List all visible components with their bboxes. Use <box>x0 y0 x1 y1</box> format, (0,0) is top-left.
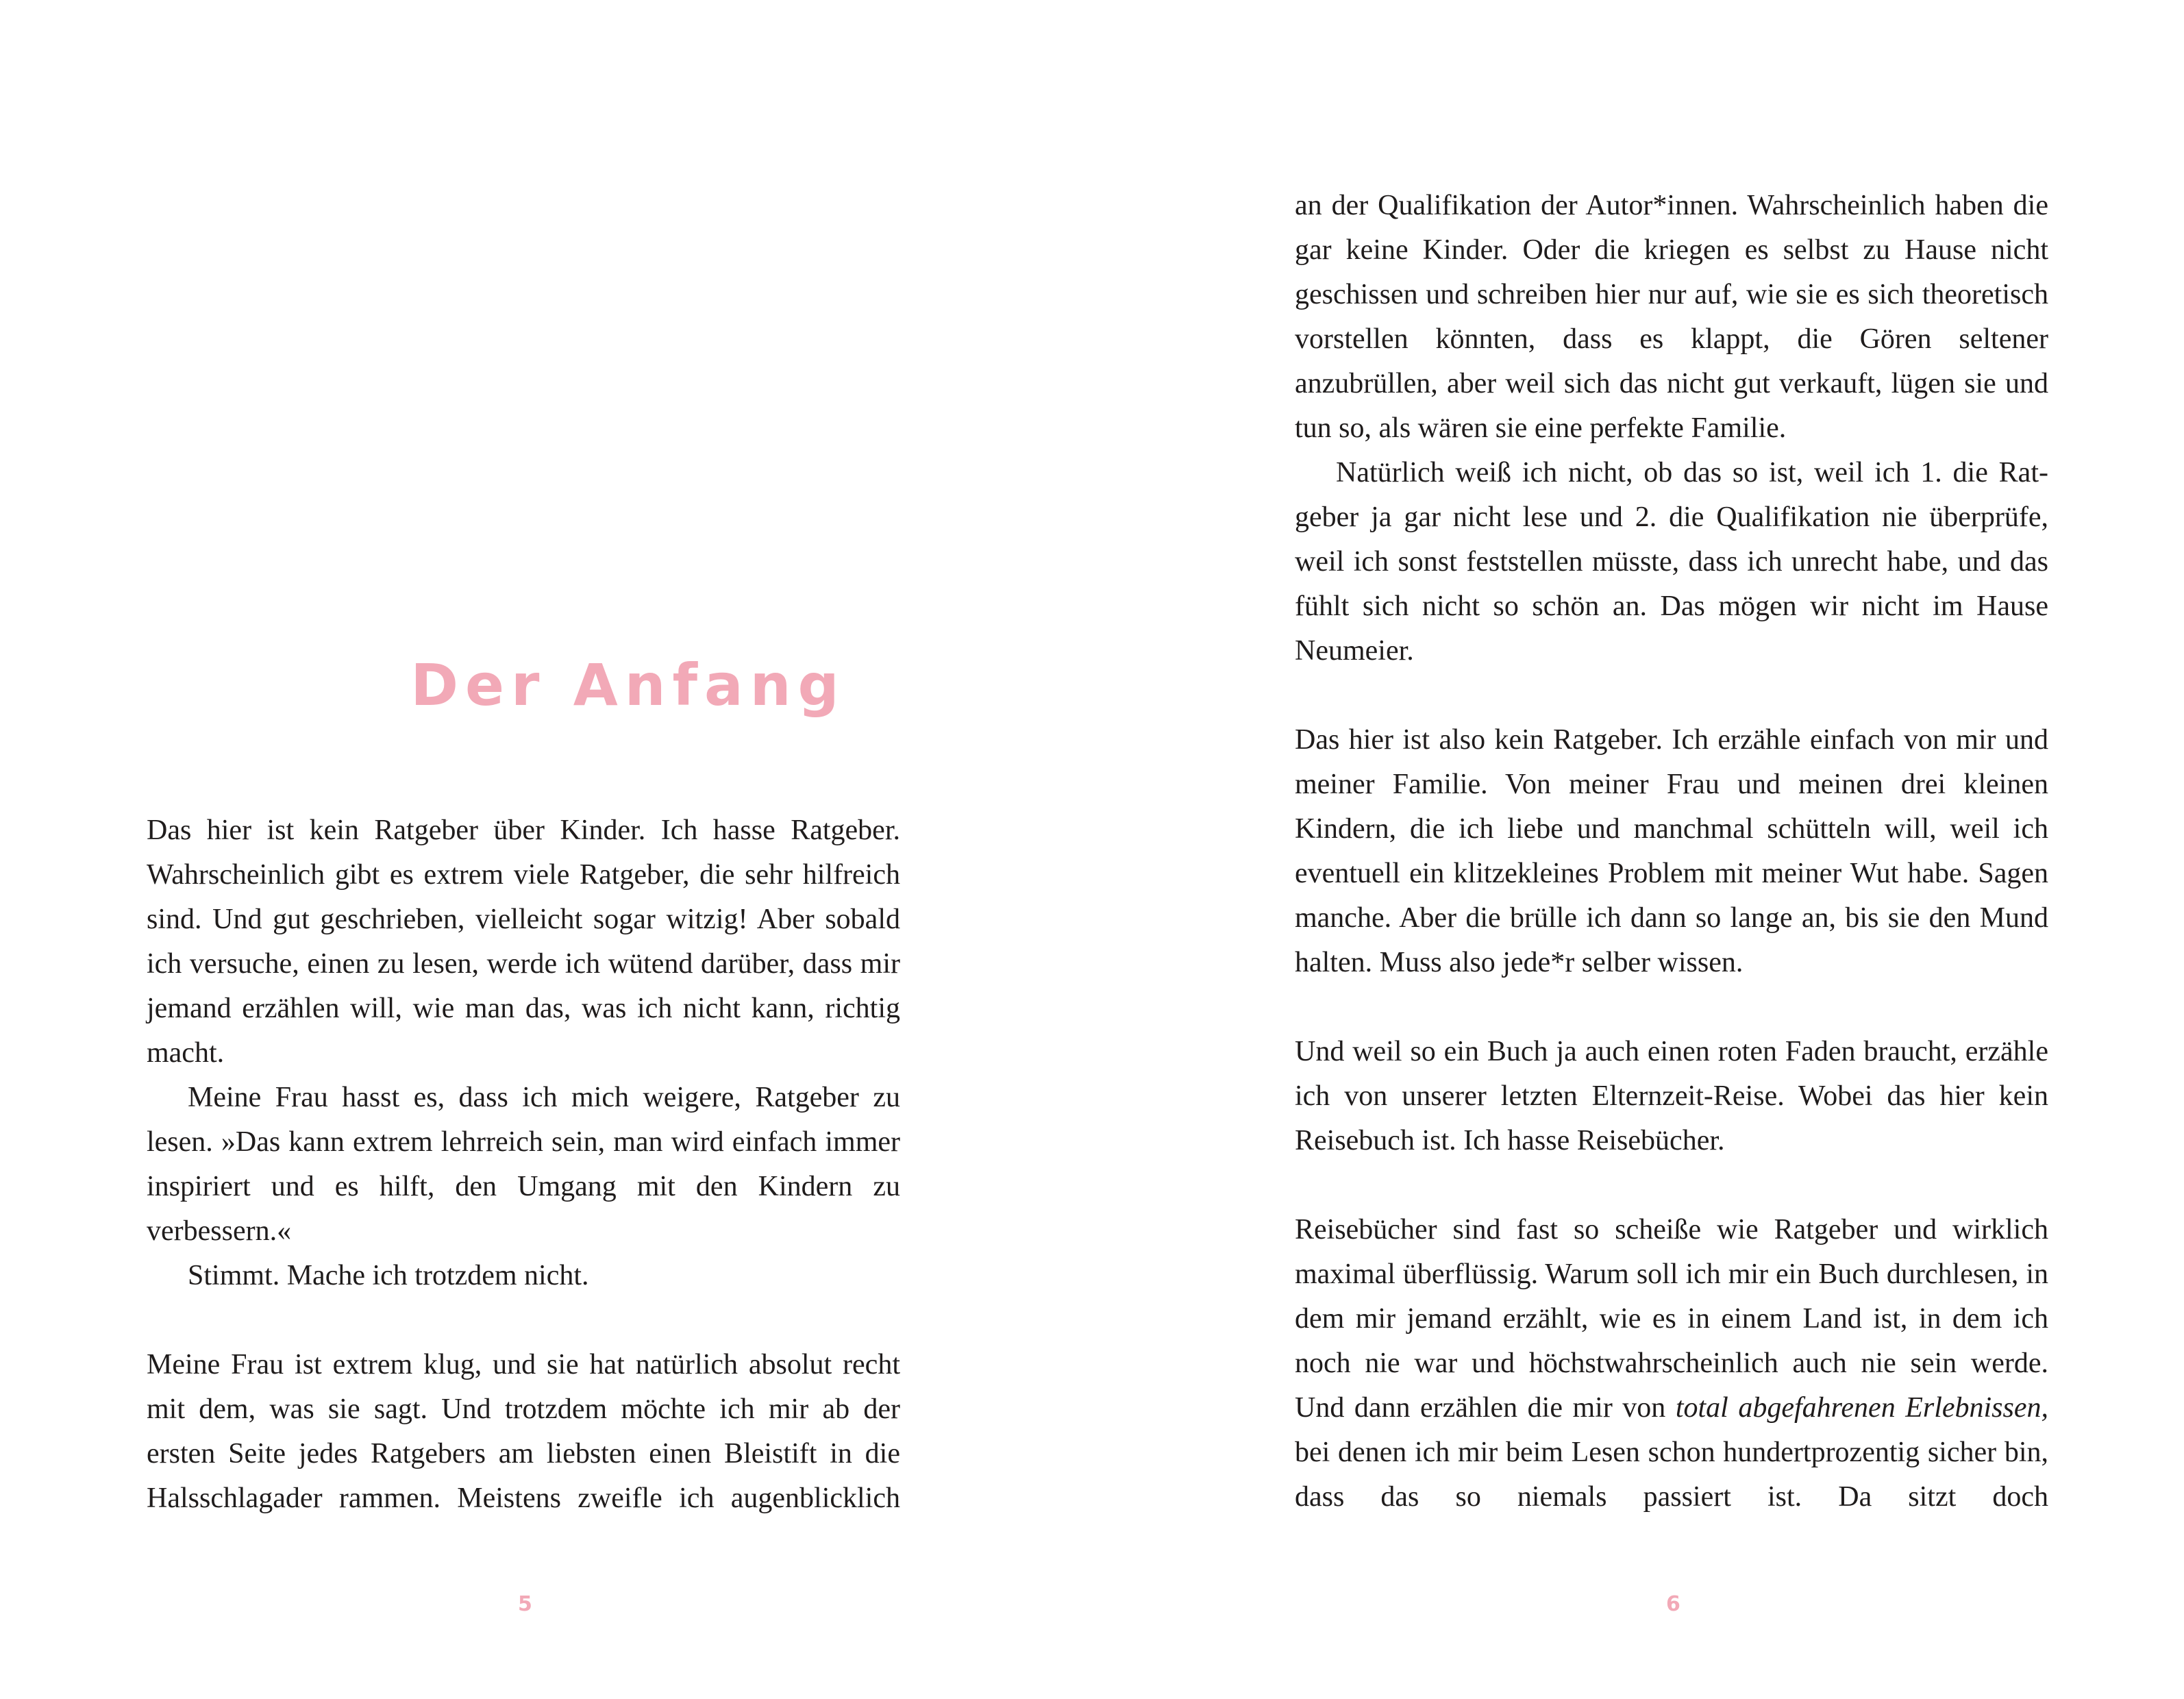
chapter-title: Der Anfang <box>410 652 846 719</box>
paragraph: Meine Frau hasst es, dass ich mich weigere, Ratgeber zu lesen. »Das kann extrem lehrreich sein, man wird einfach immer inspiriert und es hilft, den Umgang mit den Kindern zu verbessern.« <box>147 1082 900 1247</box>
paragraph-with-italic <box>1295 1208 2048 1520</box>
paragraph: Stimmt. Mache ich trotzdem nicht. <box>188 1260 589 1291</box>
text-run: bei denen ich mir beim Lesen schon hundertprozentig sicher bin, dass das so niemals passiert ist. Da sitzt doch <box>1295 1437 2048 1513</box>
right-page-text <box>1295 184 2048 1520</box>
paragraph: Und weil so ein Buch ja auch einen roten Faden braucht, erzähle ich von unserer letzten Elternzeit-Reise. Wobei das hier kein Reisebuch ist. Ich hasse Reisebücher. <box>1295 1036 2048 1156</box>
left-page-text <box>147 808 900 1521</box>
page-number: 5 <box>518 1592 532 1616</box>
italic-phrase: total abgefahrenen Erlebnissen, <box>1675 1392 2048 1424</box>
paragraph: an der Qualifikation der Autor*innen. Wahrscheinlich haben die gar keine Kinder. Oder die kriegen es selbst zu Hause nicht geschissen und schreiben hier nur auf, wie sie es sich theoretisch vorstellen könnten, dass es klappt, die Gören seltener anzubrüllen, aber weil sich das nicht gut verkauft, lügen sie und tun so, als wären sie eine perfekte Familie. <box>1295 190 2048 444</box>
text-run: Reisebücher sind fast so scheiße wie Ratgeber und wirklich maximal überflüssig. Warum soll ich mir ein Buch durchlesen, in dem mir jemand erzählt, wie es in einem Land ist, in dem ich noch nie war und höchstwahrscheinlich auch nie sein werde. Und dann erzählen die mir von <box>1295 1214 2048 1424</box>
paragraph: Meine Frau ist extrem klug, und sie hat natürlich absolut recht mit dem, was sie sagt. Und trotzdem möchte ich mir ab der ersten Seite jedes Ratgebers am liebsten einen Bleistift in die Halsschlagader rammen. Meistens zweifle ich augenblicklich <box>147 1349 900 1514</box>
page-number: 6 <box>1666 1592 1680 1616</box>
paragraph: Das hier ist also kein Ratgeber. Ich erzähle einfach von mir und meiner Familie. Von meiner Frau und meinen drei kleinen Kindern, die ich liebe und manchmal schütteln will, weil ich eventuell ein klitzekleines Problem mit meiner Wut habe. Sagen manche. Aber die brülle ich dann so lange an, bis sie den Mund halten. Muss also jede*r selber wissen. <box>1295 724 2048 978</box>
paragraph: Das hier ist kein Ratgeber über Kinder. Ich hasse Ratgeber. Wahrscheinlich gibt es extrem viele Ratgeber, die sehr hilfreich sind. Und gut geschrieben, vielleicht sogar witzig! Aber sobald ich versuche, einen zu lesen, werde ich wütend darüber, dass mir jemand erzählen will, wie man das, was ich nicht kann, richtig macht. <box>147 815 900 1069</box>
right-page <box>1092 0 2184 1699</box>
paragraph: Natürlich weiß ich nicht, ob das so ist, weil ich 1. die Ratgeber ja gar nicht lese und 2. die Qualifikation nie überprüfe, weil ich sonst feststellen müsste, dass ich unrecht habe, und das fühlt sich nicht so schön an. Das mögen wir nicht im Hause Neumeier. <box>1295 457 2048 667</box>
